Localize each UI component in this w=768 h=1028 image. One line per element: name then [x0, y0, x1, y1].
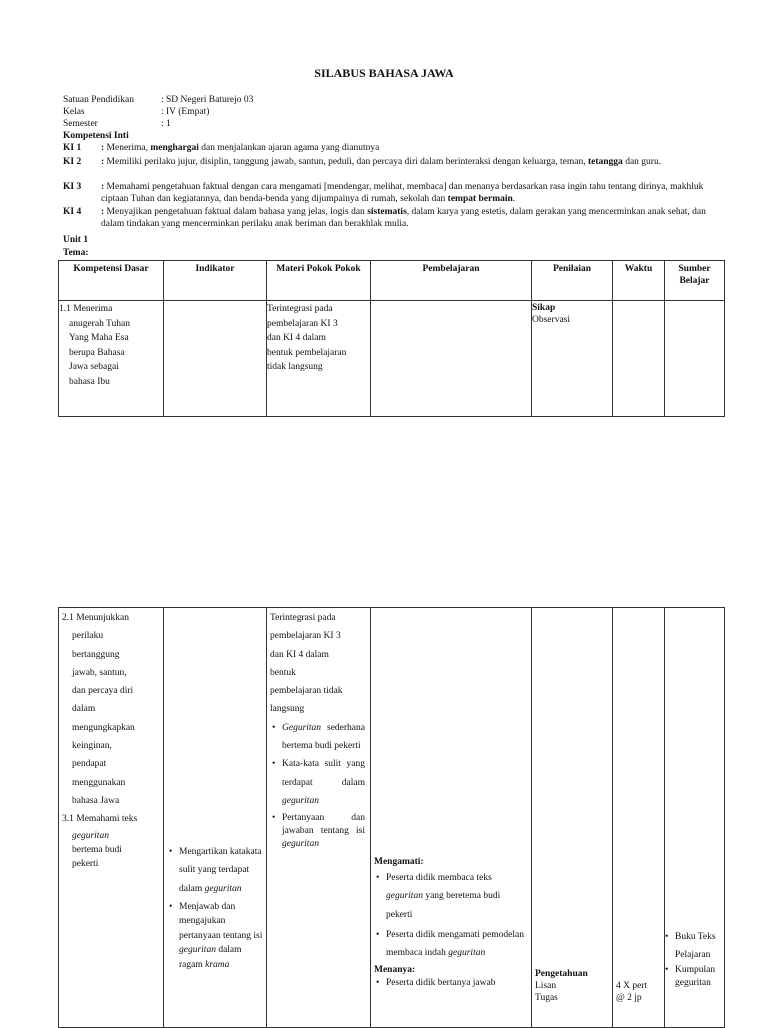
penilaian-line: Tugas	[535, 993, 558, 1003]
identity-label: Kelas	[63, 107, 85, 117]
penilaian-title: Pengetahuan	[535, 969, 588, 979]
ki-1: KI 1 : Menerima, menghargai dan menjalankan ajaran agama yang dianutnya	[63, 143, 380, 153]
identity-value: : 1	[161, 119, 171, 129]
materi-line: Terintegrasi pada	[270, 613, 336, 623]
ki-3: KI 3 : Memahami pengetahuan faktual dengan cara mengamati [mendengar, melihat, membaca] dan menanya berdasarkan rasa ingin tahu tentang dirinya, makhluk ciptaan Tuhan dan kegiatannya, dan benda-benda yang dijumpainya di rumah, sekolah dan tempat bermain.	[63, 182, 704, 204]
waktu-cell	[613, 301, 665, 417]
penilaian-title: Sikap	[532, 303, 556, 313]
materi-line: dan KI 4 dalam	[270, 649, 329, 660]
penilaian-line: Lisan	[535, 981, 557, 991]
kd-line: bahasa Ibu	[69, 376, 110, 387]
kd-line: perilaku	[72, 631, 104, 642]
kd-line: bahasa Jawa	[72, 795, 120, 806]
tema-label: Tema:	[63, 248, 89, 258]
ki-tag: KI 1	[63, 143, 82, 153]
kd-line: pekerti	[72, 858, 99, 869]
pembelajaran-cell	[371, 608, 532, 1028]
identity-row-semester	[63, 118, 171, 130]
menanya-label: Menanya:	[374, 965, 416, 976]
materi-line: pembelajaran KI 3	[267, 318, 338, 329]
indikator-item: • Mengartikan katakata sulit yang terdapat dalam geguritan	[179, 843, 263, 898]
kd-line: pendapat	[72, 759, 107, 770]
syllabus-table-page1	[58, 260, 725, 417]
materi-cell	[267, 608, 371, 1028]
indikator-cell	[164, 608, 267, 1028]
identity-value: : SD Negeri Baturejo 03	[161, 95, 254, 105]
kd-line: Jawa sebagai	[69, 362, 119, 372]
table-row	[59, 608, 725, 1028]
header-penilaian: Penilaian	[532, 261, 613, 301]
kompetensi-inti-heading: Kompetensi Inti	[63, 131, 129, 141]
header-kompetensi-dasar: Kompetensi Dasar	[59, 261, 164, 301]
header-materi-pokok: Materi Pokok Pokok	[267, 261, 371, 301]
materi-line: pembelajaran tidak	[270, 686, 343, 697]
kd-line: Yang Maha Esa	[69, 333, 129, 343]
kd-line: dan percaya diri	[72, 686, 134, 697]
penilaian-cell	[532, 301, 613, 417]
pembelajaran-item: • Peserta didik membaca teks geguritan yang beretema budi pekerti	[386, 869, 528, 924]
sumber-cell	[665, 301, 725, 417]
kd-line: geguritan	[72, 830, 109, 841]
indikator-item: • Menjawab dan mengajukan pertanyaan tentang isi geguritan dalam ragam krama	[179, 900, 263, 973]
waktu-line: @ 2 jp	[616, 993, 642, 1003]
materi-item: • Geguritan sederhana bertema budi pekerti	[282, 719, 365, 756]
materi-line: tidak langsung	[267, 362, 323, 372]
materi-line: bentuk pembelajaran	[267, 347, 347, 358]
header-indikator: Indikator	[164, 261, 267, 301]
kd-cell	[59, 608, 164, 1028]
indikator-cell	[164, 301, 267, 417]
materi-line: bentuk	[270, 667, 296, 678]
kd-line: 1.1 Menerima	[59, 304, 113, 314]
materi-line: Terintegrasi pada	[267, 304, 333, 314]
penilaian-cell	[532, 608, 613, 1028]
materi-item: • Pertanyaan dan jawaban tentang isi geguritan	[282, 812, 365, 851]
ki-4: KI 4 : Menyajikan pengetahuan faktual dalam bahasa yang jelas, logis dan sistematis, dalam karya yang estetis, dalam gerakan yang mencerminkan anak sehat, dan dalam tindakan yang mencerminkan perilaku anak beriman dan berakhlak mulia.	[63, 207, 706, 229]
waktu-line: 4 X pert	[616, 981, 648, 991]
identity-label: Satuan Pendidikan	[63, 95, 134, 105]
ki-tag: KI 4	[63, 207, 82, 217]
materi-line: dan KI 4 dalam	[267, 333, 326, 343]
kd-line: 3.1 Memahami teks	[62, 814, 138, 825]
penilaian-value: Observasi	[532, 315, 570, 325]
document-title: SILABUS BAHASA JAWA	[314, 66, 454, 80]
pembelajaran-cell	[371, 301, 532, 417]
sumber-item: • Kumpulan geguritan	[675, 964, 722, 989]
kd-line: jawab, santun,	[72, 667, 127, 678]
kd-line: anugerah Tuhan	[69, 318, 130, 329]
materi-cell	[267, 301, 371, 417]
header-pembelajaran: Pembelajaran	[371, 261, 532, 301]
ki-2: KI 2 : Memiliki perilaku jujur, disiplin, tanggung jawab, santun, peduli, dan percaya diri dalam berinteraksi dengan keluarga, teman, tetangga dan guru.	[63, 157, 662, 167]
identity-label: Semester	[63, 119, 98, 129]
kd-cell	[59, 301, 164, 417]
waktu-cell	[613, 608, 665, 1028]
materi-item: • Kata-kata sulit yang terdapat dalam geguritan	[282, 755, 365, 810]
sumber-item: • Buku Teks Pelajaran	[675, 928, 722, 964]
syllabus-table-page2	[58, 607, 725, 1028]
materi-line: langsung	[270, 704, 305, 715]
ki-tag: KI 3	[63, 182, 82, 192]
kd-line: dalam	[72, 704, 96, 715]
table-row	[59, 301, 725, 417]
kd-line: bertanggung	[72, 649, 120, 660]
kd-line: berupa Bahasa	[69, 347, 125, 358]
identity-row-school	[63, 94, 253, 106]
materi-line: pembelajaran KI 3	[270, 631, 341, 642]
header-waktu: Waktu	[613, 261, 665, 301]
kd-line: menggunakan	[72, 777, 126, 788]
header-sumber-belajar: Sumber Belajar	[665, 261, 725, 301]
mengamati-label: Mengamati:	[374, 857, 424, 867]
pembelajaran-item: • Peserta didik mengamati pemodelan membaca indah geguritan	[386, 926, 528, 963]
kd-line: keinginan,	[72, 741, 112, 752]
kd-line: bertema budi	[72, 844, 122, 855]
ki-tag: KI 2	[63, 157, 82, 167]
table-header-row	[59, 261, 725, 301]
identity-value: : IV (Empat)	[161, 107, 210, 117]
kd-line: 2.1 Menunjukkan	[62, 613, 130, 623]
kd-line: mengungkapkan	[72, 722, 135, 733]
unit-label: Unit 1	[63, 235, 89, 245]
pembelajaran-item: • Peserta didik bertanya jawab	[386, 977, 528, 990]
sumber-cell	[665, 608, 725, 1028]
identity-row-class	[63, 106, 209, 118]
